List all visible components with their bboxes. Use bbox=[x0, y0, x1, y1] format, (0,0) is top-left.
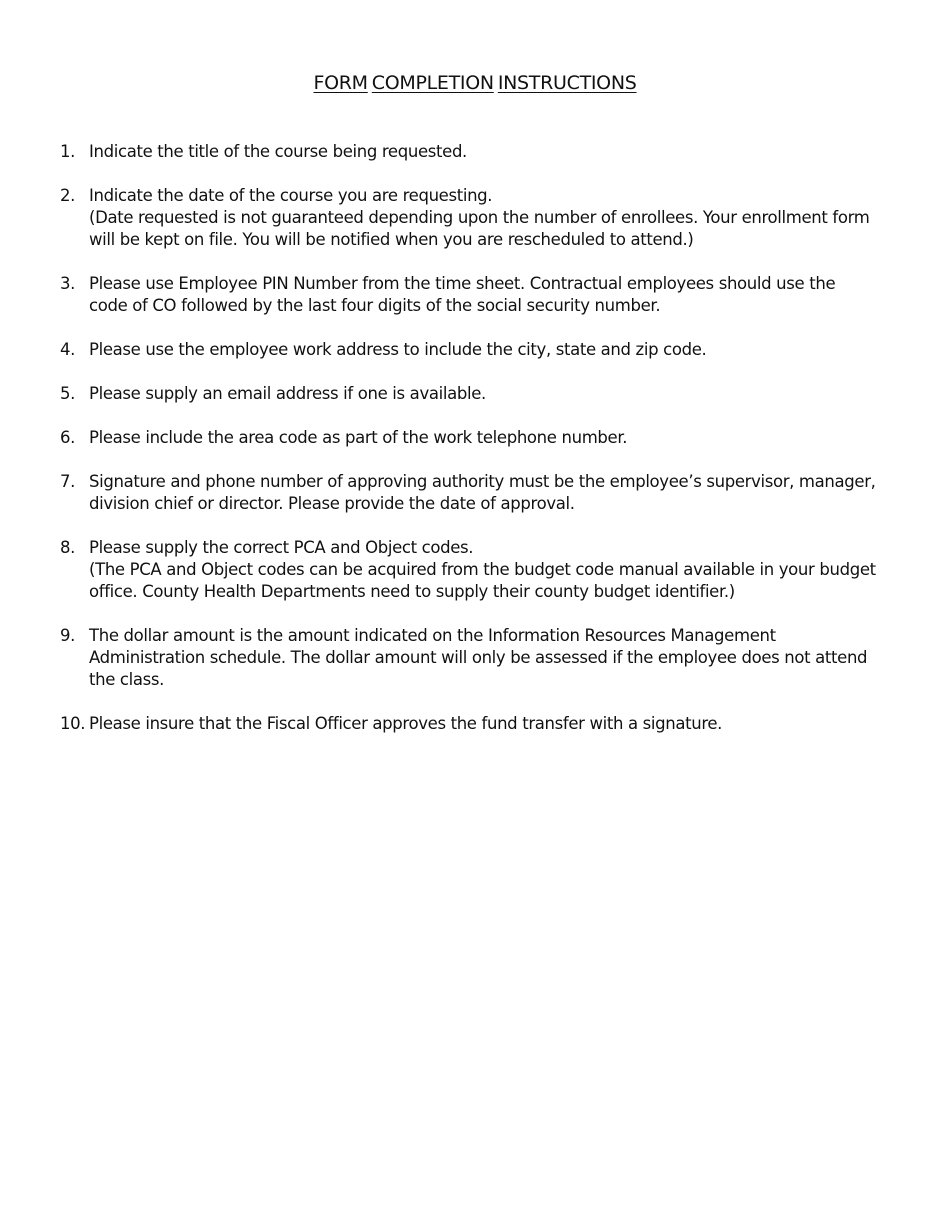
instruction-item-5 bbox=[60, 383, 905, 405]
item-number: 8. bbox=[60, 538, 76, 557]
item-number: 4. bbox=[60, 340, 76, 359]
instructions-list bbox=[60, 141, 905, 757]
item-number: 9. bbox=[60, 626, 76, 645]
instruction-item-1 bbox=[60, 141, 905, 163]
item-text-line: (The PCA and Object codes can be acquired from the budget code manual available in your budget bbox=[89, 560, 876, 579]
item-text-line: Indicate the title of the course being requested. bbox=[89, 142, 467, 161]
item-number: 1. bbox=[60, 142, 76, 161]
item-text-line: the class. bbox=[89, 670, 165, 689]
item-text-line: Please insure that the Fiscal Officer approves the fund transfer with a signature. bbox=[89, 714, 723, 733]
item-text-line: Signature and phone number of approving authority must be the employee’s supervisor, manager, bbox=[89, 472, 876, 491]
title-word-instructions: INSTRUCTIONS bbox=[497, 72, 637, 94]
item-text-line: will be kept on file. You will be notified when you are rescheduled to attend.) bbox=[89, 230, 694, 249]
item-text-line: Indicate the date of the course you are requesting. bbox=[89, 186, 493, 205]
item-number: 10. bbox=[60, 714, 86, 733]
item-text-line: code of CO followed by the last four digits of the social security number. bbox=[89, 296, 661, 315]
item-text-line: office. County Health Departments need to supply their county budget identifier.) bbox=[89, 582, 735, 601]
title-word-completion: COMPLETION bbox=[371, 72, 494, 94]
item-text-line: division chief or director. Please provide the date of approval. bbox=[89, 494, 575, 513]
item-number: 3. bbox=[60, 274, 76, 293]
item-number: 6. bbox=[60, 428, 76, 447]
item-text-line: Please supply an email address if one is available. bbox=[89, 384, 486, 403]
title-word-form: FORM bbox=[313, 72, 368, 94]
instruction-item-7 bbox=[60, 471, 905, 515]
item-text-line: Please include the area code as part of the work telephone number. bbox=[89, 428, 628, 447]
item-text-line: Please supply the correct PCA and Object codes. bbox=[89, 538, 474, 557]
instruction-item-4 bbox=[60, 339, 905, 361]
item-text-line: The dollar amount is the amount indicated on the Information Resources Management bbox=[89, 626, 776, 645]
instruction-item-8 bbox=[60, 537, 905, 603]
instruction-item-2 bbox=[60, 185, 905, 251]
instruction-item-10 bbox=[60, 713, 905, 735]
item-number: 2. bbox=[60, 186, 76, 205]
instruction-item-9 bbox=[60, 625, 905, 691]
item-number: 7. bbox=[60, 472, 76, 491]
item-text-line: Please use the employee work address to include the city, state and zip code. bbox=[89, 340, 707, 359]
item-text-line: Administration schedule. The dollar amount will only be assessed if the employee does not attend bbox=[89, 648, 868, 667]
item-number: 5. bbox=[60, 384, 76, 403]
item-text-line: Please use Employee PIN Number from the time sheet. Contractual employees should use the bbox=[89, 274, 836, 293]
instruction-item-6 bbox=[60, 427, 905, 449]
instruction-item-3 bbox=[60, 273, 905, 317]
page-title bbox=[0, 72, 950, 94]
item-text-line: (Date requested is not guaranteed depending upon the number of enrollees. Your enrollment form bbox=[89, 208, 870, 227]
